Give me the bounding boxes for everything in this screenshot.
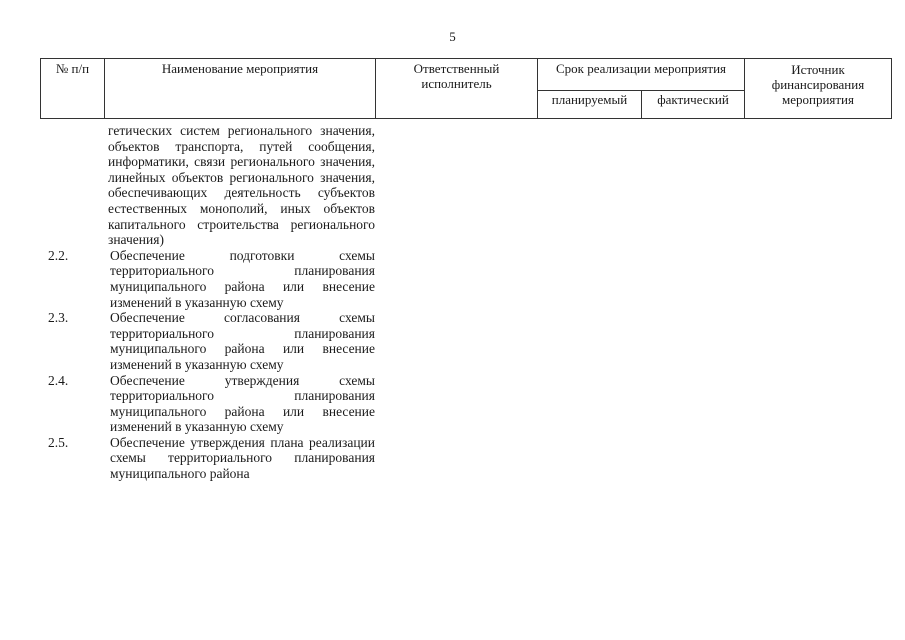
row-text: Обеспечение утверждения схемы территориального планирования муниципального района или внесение изменений в указанную схему [110, 372, 375, 435]
row-text: Обеспечение подготовки схемы территориального планирования муниципального района или внесение изменений в указанную схему [110, 247, 375, 310]
header-col-number: № п/п [41, 59, 105, 119]
row-number: 2.2. [48, 247, 69, 263]
table-header [40, 58, 892, 119]
header-col-term: Срок реализации мероприятия [538, 59, 745, 91]
table-row [40, 248, 380, 310]
page-number: 5 [449, 29, 456, 44]
row-number: 2.3. [48, 310, 69, 326]
table-row [40, 435, 380, 482]
header-col-term-planned: планируемый [538, 91, 642, 119]
header-col-executor: Ответственный исполнитель [376, 59, 538, 119]
row-text: Обеспечение согласования схемы территориального планирования муниципального района или внесение изменений в указанную схему [110, 310, 375, 372]
row-number: 2.5. [48, 434, 69, 450]
row-text: гетических систем регионального значения, объектов транспорта, путей сообщения, информатики, связи регионального значения, линейных объектов регионального значения, обеспечивающих деятельность субъектов естественных монополий, иных объектов капитального строительства регионального значения) [108, 123, 375, 248]
table-row [40, 310, 380, 372]
row-number: 2.4. [48, 372, 69, 388]
table-row [40, 373, 380, 435]
header-col-source: Источник финансирования мероприятия [745, 59, 892, 119]
header-col-term-actual: фактический [642, 91, 745, 119]
table-row-continuation [40, 123, 380, 248]
table-body [40, 123, 380, 482]
header-col-name: Наименование мероприятия [105, 59, 376, 119]
row-text: Обеспечение утверждения плана реализации схемы территориального планирования муниципального района [110, 434, 375, 482]
